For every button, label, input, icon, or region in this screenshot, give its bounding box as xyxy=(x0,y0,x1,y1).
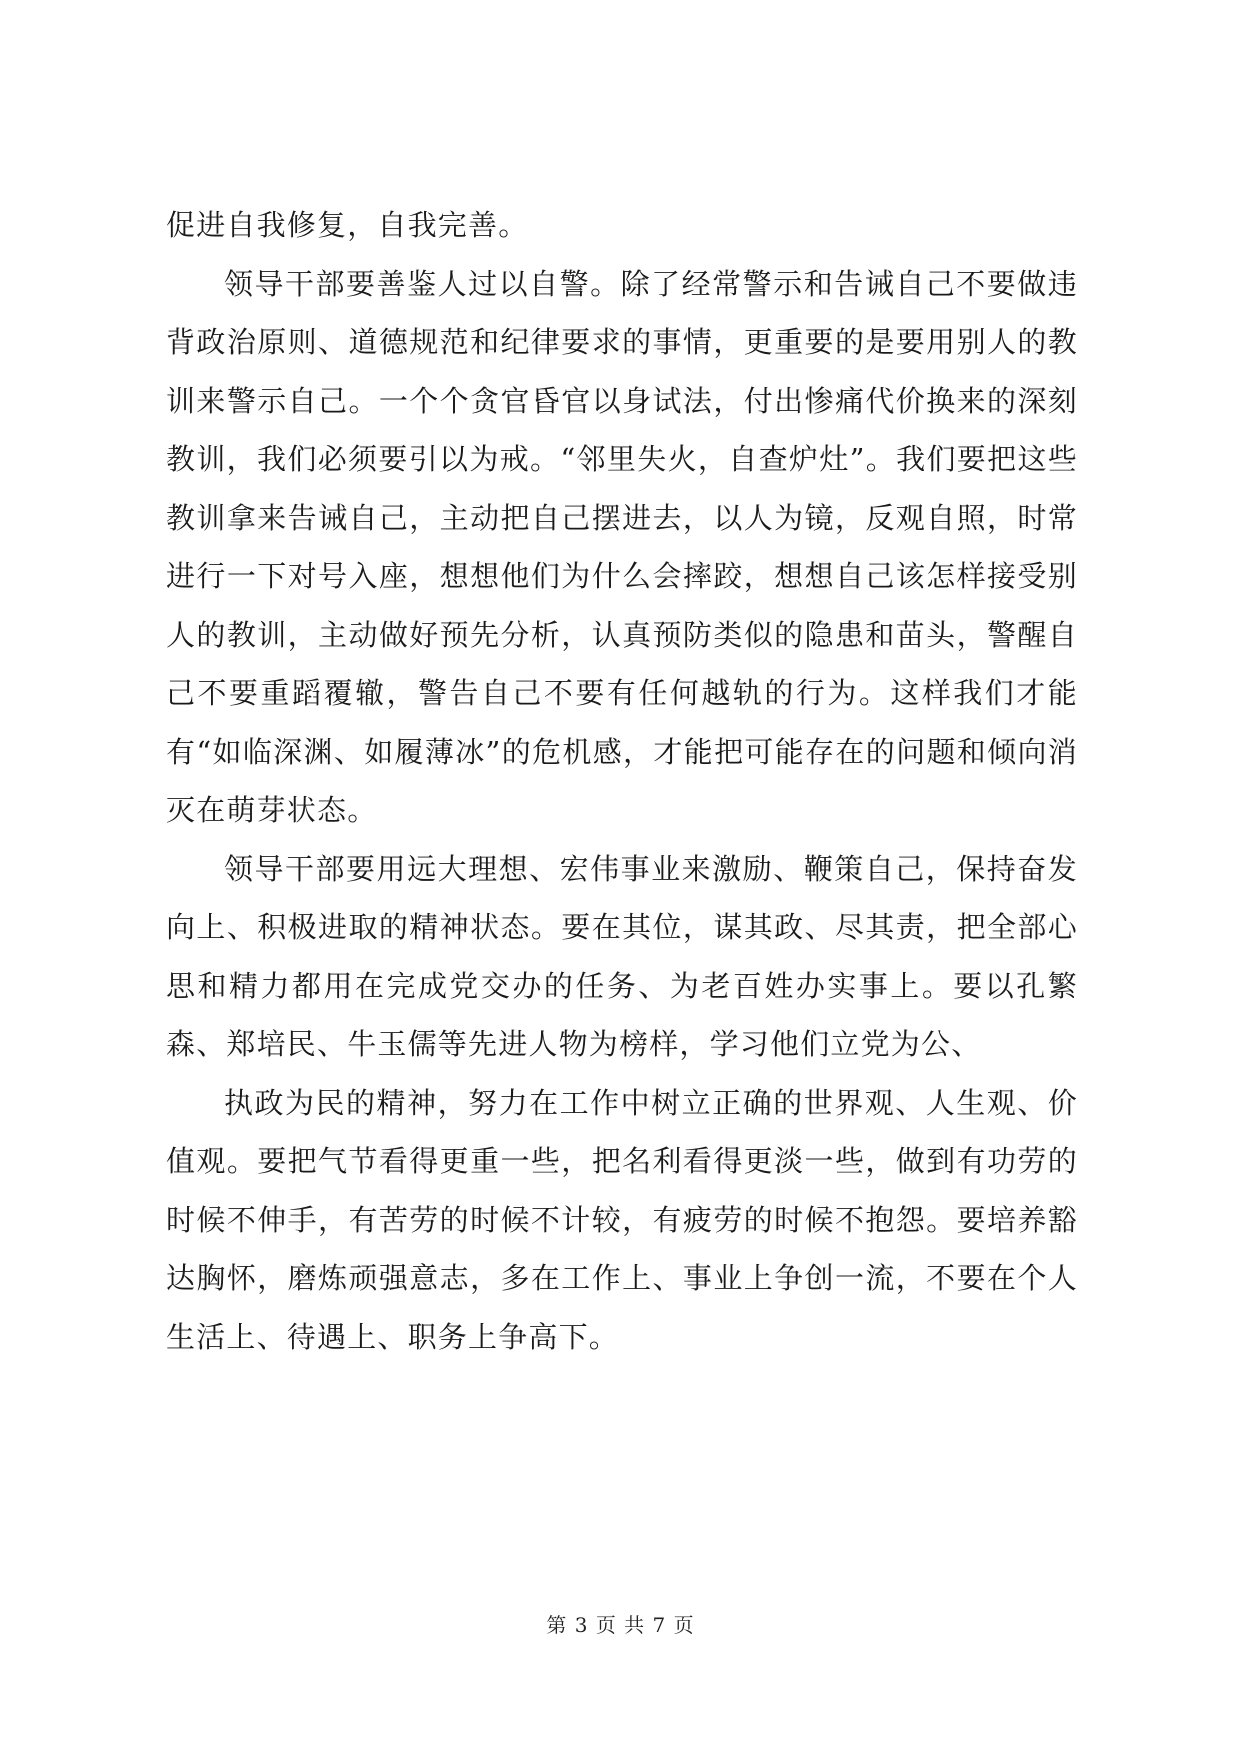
document-body xyxy=(166,196,1078,1366)
page-number-footer: 第 3 页 共 7 页 xyxy=(546,1613,695,1637)
paragraph-3: 领导干部要用远大理想、宏伟事业来激励、鞭策自己，保持奋发向上、积极进取的精神状态。要在其位，谋其政、尽其责，把全部心思和精力都用在完成党交办的任务、为老百姓办实事上。要以孔繁森、郑培民、牛玉儒等先进人物为榜样，学习他们立党为公、 xyxy=(166,851,1078,1061)
paragraph-2: 领导干部要善鉴人过以自警。除了经常警示和告诫自己不要做违背政治原则、道德规范和纪律要求的事情，更重要的是要用别人的教训来警示自己。一个个贪官昏官以身试法，付出惨痛代价换来的深刻教训，我们必须要引以为戒。“邻里失火，自查炉灶”。我们要把这些教训拿来告诫自己，主动把自己摆进去，以人为镜，反观自照，时常进行一下对号入座，想想他们为什么会摔跤，想想自己该怎样接受别人的教训，主动做好预先分析，认真预防类似的隐患和苗头，警醒自己不要重蹈覆辙，警告自己不要有任何越轨的行为。这样我们才能有“如临深渊、如履薄冰”的危机感，才能把可能存在的问题和倾向消灭在萌芽状态。 xyxy=(166,266,1078,827)
paragraph-1: 促进自我修复，自我完善。 xyxy=(166,208,529,242)
paragraph-4: 执政为民的精神，努力在工作中树立正确的世界观、人生观、价值观。要把气节看得更重一些，把名利看得更淡一些，做到有功劳的时候不伸手，有苦劳的时候不计较，有疲劳的时候不抱怨。要培养豁达胸怀，磨炼顽强意志，多在工作上、事业上争创一流，不要在个人生活上、待遇上、职务上争高下。 xyxy=(166,1085,1078,1354)
